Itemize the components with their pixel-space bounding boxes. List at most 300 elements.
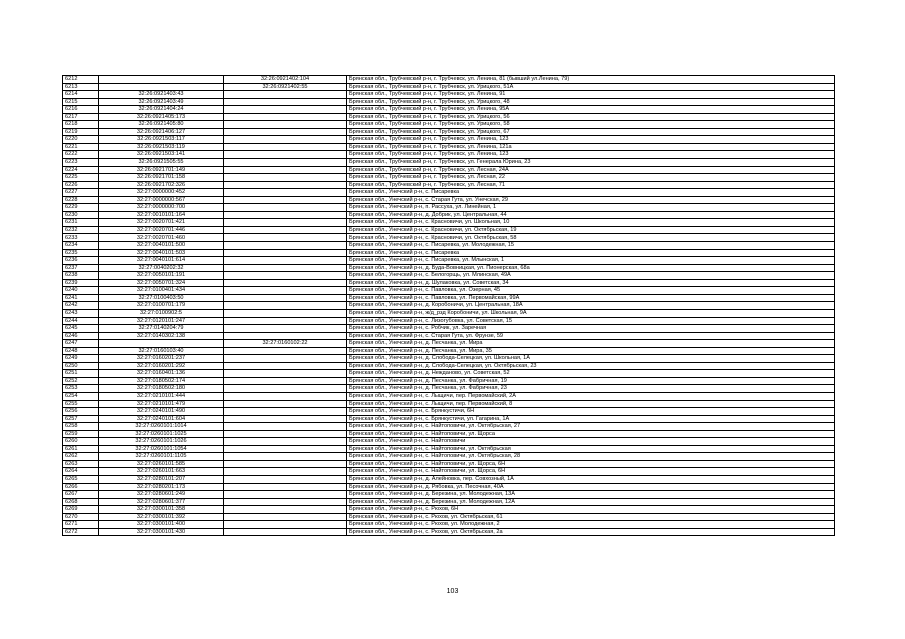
address-cell: Брянская обл., Трубчевский р-н, г. Трубчевск, ул. Ленина, 123 <box>347 151 835 159</box>
cadastral-number-cell: 32:26:0921403:49 <box>99 98 224 106</box>
row-number-cell: 6231 <box>63 219 99 227</box>
row-number-cell: 6224 <box>63 166 99 174</box>
address-cell: Брянская обл., Трубчевский р-н, г. Трубчевск, ул. Ленина, 91 <box>347 91 835 99</box>
cadastral-number-alt-cell <box>224 325 347 333</box>
cadastral-number-alt-cell <box>224 264 347 272</box>
cadastral-number-cell: 32:27:0240101:604 <box>99 415 224 423</box>
table-row <box>63 430 835 438</box>
cadastral-number-alt-cell <box>224 453 347 461</box>
cadastral-number-alt-cell <box>224 309 347 317</box>
cadastral-number-cell <box>99 83 224 91</box>
row-number-cell: 6244 <box>63 317 99 325</box>
cadastral-number-alt-cell: 32:27:0160102:22 <box>224 340 347 348</box>
cadastral-number-cell: 32:27:0260101:1026 <box>99 438 224 446</box>
address-cell: Брянская обл., Унечский р-н, д. Песчанка, ул. Мира <box>347 340 835 348</box>
table-row <box>63 294 835 302</box>
cadastral-number-cell: 32:27:0260101:1025 <box>99 430 224 438</box>
cadastral-number-cell: 32:27:0160103:40 <box>99 347 224 355</box>
cadastral-number-alt-cell <box>224 347 347 355</box>
row-number-cell: 6214 <box>63 91 99 99</box>
cadastral-number-cell: 32:27:0300101:358 <box>99 506 224 514</box>
address-cell: Брянская обл., Унечский р-н, с. Старая Гута, ул. Унечская, 29 <box>347 196 835 204</box>
row-number-cell: 6261 <box>63 445 99 453</box>
address-cell: Брянская обл., Унечский р-н, д. Песчанка, ул. Мира, 35 <box>347 347 835 355</box>
address-cell: Брянская обл., Унечский р-н, д. Добрик, ул. Центральная, 44 <box>347 211 835 219</box>
table-row <box>63 76 835 84</box>
row-number-cell: 6218 <box>63 121 99 129</box>
address-cell: Брянская обл., Унечский р-н, д. Буда-Вовницкая, ул. Пионерская, 68а <box>347 264 835 272</box>
cadastral-number-cell: 32:27:0300101:430 <box>99 528 224 536</box>
table-row <box>63 121 835 129</box>
cadastral-number-alt-cell <box>224 91 347 99</box>
table-row <box>63 204 835 212</box>
table-row <box>63 113 835 121</box>
cadastral-number-cell: 32:27:0140302:138 <box>99 332 224 340</box>
row-number-cell: 6247 <box>63 340 99 348</box>
table-row <box>63 392 835 400</box>
cadastral-number-alt-cell <box>224 128 347 136</box>
cadastral-number-cell: 32:27:0000000:452 <box>99 189 224 197</box>
row-number-cell: 6258 <box>63 423 99 431</box>
address-cell: Брянская обл., Унечский р-н, с. Старая Гута, ул. Фрунзе, 59 <box>347 332 835 340</box>
cadastral-number-cell: 32:27:0180502:174 <box>99 377 224 385</box>
address-cell: Брянская обл., Трубчевский р-н, г. Трубчевск, ул. Ленина, 95А <box>347 106 835 114</box>
row-number-cell: 6271 <box>63 521 99 529</box>
cadastral-number-cell: 32:27:0040202:32 <box>99 264 224 272</box>
row-number-cell: 6268 <box>63 498 99 506</box>
address-cell: Брянская обл., Унечский р-н, с. Рюхов, 6Н <box>347 506 835 514</box>
cadastral-number-cell: 32:26:0921503:117 <box>99 136 224 144</box>
table-row <box>63 475 835 483</box>
cadastral-number-alt-cell <box>224 362 347 370</box>
cadastral-number-alt-cell <box>224 294 347 302</box>
table-row <box>63 506 835 514</box>
row-number-cell: 6238 <box>63 272 99 280</box>
cadastral-number-alt-cell <box>224 151 347 159</box>
table-row <box>63 128 835 136</box>
cadastral-number-cell <box>99 76 224 84</box>
cadastral-number-alt-cell <box>224 279 347 287</box>
cadastral-number-cell: 32:27:0280201:173 <box>99 483 224 491</box>
cadastral-number-alt-cell <box>224 249 347 257</box>
cadastral-number-cell: 32:26:0921406:127 <box>99 128 224 136</box>
cadastral-number-alt-cell <box>224 143 347 151</box>
cadastral-number-cell: 32:26:0921503:141 <box>99 151 224 159</box>
address-cell: Брянская обл., Унечский р-н, д. Алейновка, пер. Совхозный, 1А <box>347 475 835 483</box>
address-cell: Брянская обл., Унечский р-н, с. Павловка, ул. Первомайская, 99А <box>347 294 835 302</box>
table-row <box>63 143 835 151</box>
cadastral-number-alt-cell <box>224 234 347 242</box>
table-row <box>63 370 835 378</box>
row-number-cell: 6266 <box>63 483 99 491</box>
cadastral-number-alt-cell <box>224 460 347 468</box>
row-number-cell: 6232 <box>63 226 99 234</box>
table-row <box>63 362 835 370</box>
cadastral-number-cell: 32:26:0921405:80 <box>99 121 224 129</box>
cadastral-number-alt-cell <box>224 370 347 378</box>
cadastral-number-cell: 32:27:0100902:5 <box>99 309 224 317</box>
cadastral-number-alt-cell <box>224 196 347 204</box>
address-cell: Брянская обл., Унечский р-н, с. Робчик, ул. Заречная <box>347 325 835 333</box>
address-cell: Брянская обл., Трубчевский р-н, г. Трубчевск, ул. Урицкого, 48 <box>347 98 835 106</box>
cadastral-number-alt-cell <box>224 98 347 106</box>
cadastral-number-cell: 32:27:0210101:479 <box>99 400 224 408</box>
row-number-cell: 6233 <box>63 234 99 242</box>
cadastral-number-cell <box>99 340 224 348</box>
row-number-cell: 6251 <box>63 370 99 378</box>
cadastral-number-alt-cell <box>224 287 347 295</box>
address-cell: Брянская обл., Унечский р-н, д. Слобода-Селецкая, ул. Школьная, 1А <box>347 355 835 363</box>
address-cell: Брянская обл., Унечский р-н, с. Белогорщь, ул. Млинская, 49А <box>347 272 835 280</box>
cadastral-number-alt-cell <box>224 423 347 431</box>
table-row <box>63 460 835 468</box>
cadastral-number-cell: 32:26:0921701:149 <box>99 166 224 174</box>
table-row <box>63 483 835 491</box>
table-row <box>63 408 835 416</box>
row-number-cell: 6272 <box>63 528 99 536</box>
row-number-cell: 6237 <box>63 264 99 272</box>
cadastral-number-cell: 32:27:0020701:460 <box>99 234 224 242</box>
table-row <box>63 159 835 167</box>
cadastral-number-cell: 32:27:0260101:1014 <box>99 423 224 431</box>
row-number-cell: 6260 <box>63 438 99 446</box>
table-row <box>63 91 835 99</box>
cadastral-number-alt-cell <box>224 377 347 385</box>
cadastral-number-alt-cell <box>224 226 347 234</box>
row-number-cell: 6223 <box>63 159 99 167</box>
address-cell: Брянская обл., Унечский р-н, с. Найтоповичи, ул. Щорса, 6Н <box>347 468 835 476</box>
address-cell: Брянская обл., Трубчевский р-н, г. Трубчевск, ул. Ленина, 121а <box>347 143 835 151</box>
row-number-cell: 6267 <box>63 491 99 499</box>
cadastral-number-cell: 32:26:0921403:43 <box>99 91 224 99</box>
row-number-cell: 6253 <box>63 385 99 393</box>
address-cell: Брянская обл., Унечский р-н, д. Березина, ул. Молодежная, 12А <box>347 498 835 506</box>
address-cell: Брянская обл., Унечский р-н, с. Найтоповичи, ул. Октябрьская, 28 <box>347 453 835 461</box>
row-number-cell: 6239 <box>63 279 99 287</box>
cadastral-number-cell: 32:27:0160201:237 <box>99 355 224 363</box>
address-cell: Брянская обл., Унечский р-н, д. Березина, ул. Молодежная, 13А <box>347 491 835 499</box>
cadastral-number-alt-cell <box>224 106 347 114</box>
cadastral-number-cell: 32:27:0120101:247 <box>99 317 224 325</box>
cadastral-number-cell: 32:26:0921404:24 <box>99 106 224 114</box>
cadastral-number-alt-cell <box>224 272 347 280</box>
cadastral-number-cell: 32:26:0921505:55 <box>99 159 224 167</box>
cadastral-number-cell: 32:27:0000000:567 <box>99 196 224 204</box>
row-number-cell: 6249 <box>63 355 99 363</box>
cadastral-number-alt-cell <box>224 408 347 416</box>
address-cell: Брянская обл., Унечский р-н, с. Лыщичи, пер. Первомайский, 8 <box>347 400 835 408</box>
row-number-cell: 6248 <box>63 347 99 355</box>
cadastral-number-alt-cell <box>224 317 347 325</box>
address-cell: Брянская обл., Унечский р-н, с. Найтоповичи, ул. Щорса <box>347 430 835 438</box>
table-row <box>63 242 835 250</box>
cadastral-number-alt-cell <box>224 521 347 529</box>
cadastral-number-alt-cell <box>224 415 347 423</box>
row-number-cell: 6217 <box>63 113 99 121</box>
address-cell: Брянская обл., Трубчевский р-н, г. Трубчевск, ул. Лесная, 71 <box>347 181 835 189</box>
table-row <box>63 317 835 325</box>
table-row <box>63 302 835 310</box>
cadastral-number-alt-cell <box>224 113 347 121</box>
address-cell: Брянская обл., Унечский р-н, с. Красновичи, ул. Школьная, 10 <box>347 219 835 227</box>
table-row <box>63 226 835 234</box>
table-row <box>63 332 835 340</box>
cadastral-number-alt-cell <box>224 211 347 219</box>
address-cell: Брянская обл., Унечский р-н, с. Найтоповичи, ул. Октябрьская, 27 <box>347 423 835 431</box>
row-number-cell: 6255 <box>63 400 99 408</box>
table-row <box>63 438 835 446</box>
row-number-cell: 6269 <box>63 506 99 514</box>
table-row <box>63 264 835 272</box>
cadastral-number-cell: 32:26:0921405:173 <box>99 113 224 121</box>
address-cell: Брянская обл., Унечский р-н, д. Песчанка, ул. Фабричная, 19 <box>347 377 835 385</box>
cadastral-number-cell: 32:27:0000000:700 <box>99 204 224 212</box>
row-number-cell: 6225 <box>63 174 99 182</box>
table-row <box>63 219 835 227</box>
row-number-cell: 6219 <box>63 128 99 136</box>
cadastral-number-cell: 32:27:0100401:434 <box>99 287 224 295</box>
table-row <box>63 491 835 499</box>
cadastral-number-cell: 32:27:0140204:79 <box>99 325 224 333</box>
cadastral-number-cell: 32:27:0050101:191 <box>99 272 224 280</box>
cadastral-number-cell: 32:27:0300101:400 <box>99 521 224 529</box>
cadastral-number-cell: 32:27:0100701:179 <box>99 302 224 310</box>
address-cell: Брянская обл., Унечский р-н, д. Слобода-Селецкая, ул. Октябрьская, 23 <box>347 362 835 370</box>
cadastral-number-alt-cell <box>224 483 347 491</box>
cadastral-number-cell: 32:27:0160201:292 <box>99 362 224 370</box>
address-cell: Брянская обл., Унечский р-н, с. Рюхов, ул. Молодежная, 2 <box>347 521 835 529</box>
cadastral-number-cell: 32:27:0280601:377 <box>99 498 224 506</box>
address-cell: Брянская обл., Унечский р-н, п. Рассуха, ул. Линейная, 1 <box>347 204 835 212</box>
address-cell: Брянская обл., Унечский р-н, с. Найтоповичи, ул. Октябрьская <box>347 445 835 453</box>
cadastral-number-cell: 32:27:0260101:663 <box>99 468 224 476</box>
row-number-cell: 6245 <box>63 325 99 333</box>
row-number-cell: 6257 <box>63 415 99 423</box>
row-number-cell: 6241 <box>63 294 99 302</box>
cadastral-number-alt-cell <box>224 121 347 129</box>
cadastral-number-alt-cell: 32:26:0921402:104 <box>224 76 347 84</box>
address-cell: Брянская обл., Унечский р-н, с. Рюхов, ул. Октябрьская, 2а <box>347 528 835 536</box>
row-number-cell: 6226 <box>63 181 99 189</box>
address-cell: Брянская обл., Унечский р-н, с. Писаревка, ул. Молодежная, 15 <box>347 242 835 250</box>
cadastral-number-alt-cell <box>224 204 347 212</box>
cadastral-number-cell: 32:27:0280601:249 <box>99 491 224 499</box>
row-number-cell: 6264 <box>63 468 99 476</box>
row-number-cell: 6246 <box>63 332 99 340</box>
cadastral-number-cell: 32:27:0100403:50 <box>99 294 224 302</box>
row-number-cell: 6256 <box>63 408 99 416</box>
table-row <box>63 528 835 536</box>
cadastral-number-alt-cell <box>224 174 347 182</box>
address-cell: Брянская обл., Трубчевский р-н, г. Трубчевск, ул. Лесная, 24А <box>347 166 835 174</box>
row-number-cell: 6213 <box>63 83 99 91</box>
table-row <box>63 521 835 529</box>
row-number-cell: 6229 <box>63 204 99 212</box>
cadastral-number-alt-cell <box>224 257 347 265</box>
table-row <box>63 377 835 385</box>
address-cell: Брянская обл., Трубчевский р-н, г. Трубчевск, ул. Ленина, 123 <box>347 136 835 144</box>
cadastral-number-alt-cell <box>224 445 347 453</box>
address-cell: Брянская обл., Унечский р-н, с. Лыщичи, пер. Первомайский, 2А <box>347 392 835 400</box>
row-number-cell: 6252 <box>63 377 99 385</box>
table-row <box>63 415 835 423</box>
cadastral-number-alt-cell <box>224 491 347 499</box>
table-row <box>63 287 835 295</box>
table-row <box>63 325 835 333</box>
address-cell: Брянская обл., Унечский р-н, д. Рябовка, ул. Песочная, 40А <box>347 483 835 491</box>
cadastral-number-alt-cell <box>224 506 347 514</box>
cadastral-number-alt-cell: 32:26:0921402:55 <box>224 83 347 91</box>
table-row <box>63 340 835 348</box>
cadastral-number-cell: 32:27:0020701:421 <box>99 219 224 227</box>
row-number-cell: 6236 <box>63 257 99 265</box>
table-row <box>63 249 835 257</box>
address-cell: Брянская обл., Унечский р-н, д. Коробоничи, ул. Центральная, 18А <box>347 302 835 310</box>
table-row <box>63 355 835 363</box>
row-number-cell: 6220 <box>63 136 99 144</box>
row-number-cell: 6250 <box>63 362 99 370</box>
cadastral-number-cell: 32:27:0260101:585 <box>99 460 224 468</box>
address-cell: Брянская обл., Унечский р-н, с. Брянкустичи, 6Н <box>347 408 835 416</box>
row-number-cell: 6227 <box>63 189 99 197</box>
address-cell: Брянская обл., Унечский р-н, с. Красновичи, ул. Октябрьская, 58 <box>347 234 835 242</box>
address-cell: Брянская обл., Унечский р-н, с. Писаревка <box>347 249 835 257</box>
table-row <box>63 513 835 521</box>
row-number-cell: 6230 <box>63 211 99 219</box>
address-cell: Брянская обл., Трубчевский р-н, г. Трубчевск, ул. Урицкого, 56 <box>347 113 835 121</box>
address-cell: Брянская обл., Унечский р-н, с. Брянкустичи, ул. Гагарина, 1А <box>347 415 835 423</box>
cadastral-number-alt-cell <box>224 400 347 408</box>
address-cell: Брянская обл., Трубчевский р-н, г. Трубчевск, ул. Урицкого, 51А <box>347 83 835 91</box>
cadastral-number-cell: 32:27:0300101:392 <box>99 513 224 521</box>
cadastral-number-alt-cell <box>224 475 347 483</box>
row-number-cell: 6265 <box>63 475 99 483</box>
table-row <box>63 234 835 242</box>
cadastral-number-cell: 32:27:0020701:446 <box>99 226 224 234</box>
table-row <box>63 106 835 114</box>
address-cell: Брянская обл., Унечский р-н, д. Нежданово, ул. Советская, 52 <box>347 370 835 378</box>
registry-table <box>62 75 835 536</box>
row-number-cell: 6235 <box>63 249 99 257</box>
table-row <box>63 189 835 197</box>
address-cell: Брянская обл., Унечский р-н, с. Писаревка, ул. Млынская, 1 <box>347 257 835 265</box>
table-row <box>63 136 835 144</box>
address-cell: Брянская обл., Унечский р-н, с. Писаревка <box>347 189 835 197</box>
cadastral-number-alt-cell <box>224 159 347 167</box>
cadastral-number-alt-cell <box>224 189 347 197</box>
table-row <box>63 347 835 355</box>
table-row <box>63 279 835 287</box>
page-number: 103 <box>446 588 459 595</box>
table-row <box>63 272 835 280</box>
cadastral-number-cell: 32:26:0921701:158 <box>99 174 224 182</box>
cadastral-number-cell: 32:27:0040101:503 <box>99 249 224 257</box>
address-cell: Брянская обл., Унечский р-н, с. Найтоповичи, ул. Щорса, 6Н <box>347 460 835 468</box>
table-row <box>63 174 835 182</box>
cadastral-number-cell: 32:27:0010101:164 <box>99 211 224 219</box>
cadastral-number-alt-cell <box>224 385 347 393</box>
cadastral-number-cell: 32:26:0921702:326 <box>99 181 224 189</box>
row-number-cell: 6262 <box>63 453 99 461</box>
address-cell: Брянская обл., Унечский р-н, с. Павловка, ул. Озерная, 45 <box>347 287 835 295</box>
row-number-cell: 6242 <box>63 302 99 310</box>
cadastral-number-alt-cell <box>224 430 347 438</box>
cadastral-number-alt-cell <box>224 438 347 446</box>
table-row <box>63 166 835 174</box>
cadastral-number-alt-cell <box>224 242 347 250</box>
cadastral-number-cell: 32:27:0260101:1054 <box>99 445 224 453</box>
row-number-cell: 6228 <box>63 196 99 204</box>
row-number-cell: 6270 <box>63 513 99 521</box>
address-cell: Брянская обл., Унечский р-н, с. Рюхов, ул. Октябрьская, 61 <box>347 513 835 521</box>
address-cell: Брянская обл., Унечский р-н, д. Шулаковка, ул. Советская, 34 <box>347 279 835 287</box>
address-cell: Брянская обл., Унечский р-н, ж/д_рзд Коробоничи, ул. Школьная, 9А <box>347 309 835 317</box>
table-row <box>63 498 835 506</box>
address-cell: Брянская обл., Трубчевский р-н, г. Трубчевск, ул. Ленина, 81 (бывший ул.Ленина, 79) <box>347 76 835 84</box>
cadastral-number-alt-cell <box>224 136 347 144</box>
address-cell: Брянская обл., Унечский р-н, д. Песчанка, ул. Фабричная, 23 <box>347 385 835 393</box>
row-number-cell: 6222 <box>63 151 99 159</box>
row-number-cell: 6216 <box>63 106 99 114</box>
cadastral-number-alt-cell <box>224 332 347 340</box>
row-number-cell: 6234 <box>63 242 99 250</box>
address-cell: Брянская обл., Унечский р-н, с. Лизогубовка, ул. Советская, 15 <box>347 317 835 325</box>
cadastral-number-alt-cell <box>224 166 347 174</box>
cadastral-number-alt-cell <box>224 355 347 363</box>
cadastral-number-cell: 32:27:0040101:614 <box>99 257 224 265</box>
table-row <box>63 453 835 461</box>
cadastral-number-cell: 32:27:0280101:207 <box>99 475 224 483</box>
address-cell: Брянская обл., Трубчевский р-н, г. Трубчевск, ул. Генерала Юрина, 23 <box>347 159 835 167</box>
row-number-cell: 6221 <box>63 143 99 151</box>
table-row <box>63 98 835 106</box>
address-cell: Брянская обл., Трубчевский р-н, г. Трубчевск, ул. Лесная, 22 <box>347 174 835 182</box>
row-number-cell: 6243 <box>63 309 99 317</box>
table-row <box>63 400 835 408</box>
cadastral-number-cell: 32:26:0921503:119 <box>99 143 224 151</box>
cadastral-number-alt-cell <box>224 181 347 189</box>
cadastral-number-alt-cell <box>224 392 347 400</box>
table-row <box>63 468 835 476</box>
row-number-cell: 6212 <box>63 76 99 84</box>
table-row <box>63 83 835 91</box>
table-row <box>63 423 835 431</box>
row-number-cell: 6259 <box>63 430 99 438</box>
cadastral-number-cell: 32:27:0050701:324 <box>99 279 224 287</box>
table-row <box>63 257 835 265</box>
registry-table-body <box>63 76 835 536</box>
cadastral-number-cell: 32:27:0210101:444 <box>99 392 224 400</box>
cadastral-number-alt-cell <box>224 513 347 521</box>
address-cell: Брянская обл., Унечский р-н, с. Найтоповичи <box>347 438 835 446</box>
cadastral-number-cell: 32:27:0040101:500 <box>99 242 224 250</box>
cadastral-number-alt-cell <box>224 302 347 310</box>
cadastral-number-cell: 32:27:0180502:180 <box>99 385 224 393</box>
row-number-cell: 6215 <box>63 98 99 106</box>
cadastral-number-cell: 32:27:0240101:490 <box>99 408 224 416</box>
address-cell: Брянская обл., Трубчевский р-н, г. Трубчевск, ул. Урицкого, 67 <box>347 128 835 136</box>
address-cell: Брянская обл., Унечский р-н, с. Красновичи, ул. Октябрьская, 19 <box>347 226 835 234</box>
row-number-cell: 6240 <box>63 287 99 295</box>
table-row <box>63 385 835 393</box>
cadastral-number-alt-cell <box>224 468 347 476</box>
table-row <box>63 309 835 317</box>
cadastral-number-alt-cell <box>224 528 347 536</box>
address-cell: Брянская обл., Трубчевский р-н, г. Трубчевск, ул. Урицкого, 58 <box>347 121 835 129</box>
cadastral-number-cell: 32:27:0160401:136 <box>99 370 224 378</box>
cadastral-number-cell: 32:27:0260101:1105 <box>99 453 224 461</box>
cadastral-number-alt-cell <box>224 219 347 227</box>
